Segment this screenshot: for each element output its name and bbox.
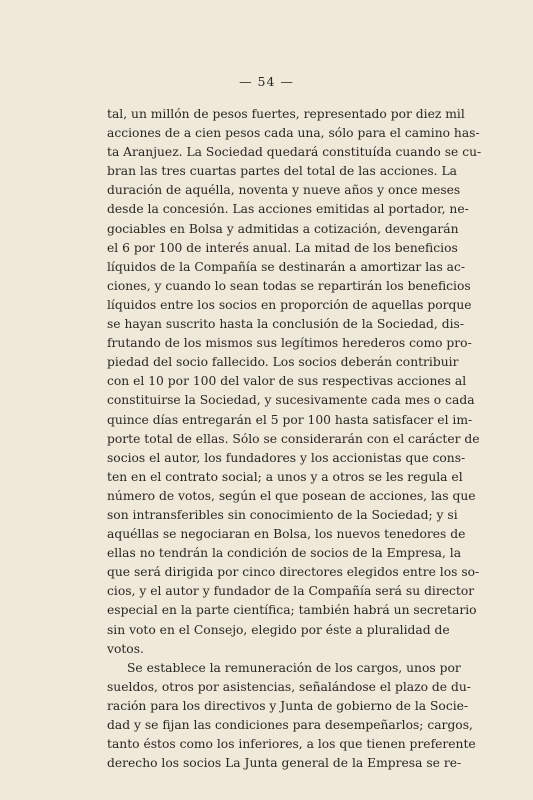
text-line: acciones de a cien pesos cada una, sólo para el camino has- (107, 126, 480, 141)
text-line: sin voto en el Consejo, elegido por éste a pluralidad de (107, 622, 450, 637)
text-line: número de votos, según el que posean de acciones, las que (107, 488, 476, 503)
text-line: socios el autor, los fundadores y los accionistas que cons- (107, 450, 466, 465)
text-line: ta Aranjuez. La Sociedad quedará constituída cuando se cu- (107, 145, 482, 160)
text-line: duración de aquélla, noventa y nueve años y once meses (107, 183, 461, 198)
text-line: bran las tres cuartas partes del total de las acciones. La (107, 164, 457, 179)
text-line: desde la concesión. Las acciones emitidas al portador, ne- (107, 202, 469, 217)
text-line: constituirse la Sociedad, y sucesivamente cada mes o cada (107, 393, 475, 408)
text-line: sueldos, otros por asistencias, señalándose el plazo de du- (107, 679, 471, 694)
text-line: especial en la parte científica; también habrá un secretario (107, 603, 477, 618)
text-line: gociables en Bolsa y admitidas a cotización, devengarán (107, 221, 459, 236)
text-line: dad y se fijan las condiciones para desempeñarlos; cargos, (107, 718, 473, 732)
text-line: cios, y el autor y fundador de la Compañía será su director (107, 584, 475, 599)
text-line: el 6 por 100 de interés anual. La mitad de los beneficios (107, 240, 458, 255)
text-line: ciones, y cuando lo sean todas se repartirán los beneficios (107, 278, 471, 293)
text-line: votos. (107, 641, 144, 656)
text-line: frutando de los mismos sus legítimos herederos como pro- (107, 336, 472, 351)
text-line: derecho los socios La Junta general de la Empresa se re- (107, 756, 462, 771)
text-line: piedad del socio fallecido. Los socios deberán contribuir (107, 355, 459, 370)
body-text (107, 105, 482, 773)
text-line: se hayan suscrito hasta la conclusión de la Sociedad, dis- (107, 317, 465, 332)
page-number: — 54 — (239, 74, 294, 89)
text-line: quince días entregarán el 5 por 100 hasta satisfacer el im- (107, 412, 473, 427)
text-line: líquidos entre los socios en proporción de aquellas porque (107, 297, 472, 312)
text-line: son intransferibles sin conocimiento de la Sociedad; y si (107, 507, 458, 522)
text-line: tanto éstos como los inferiores, a los que tienen preferente (107, 737, 476, 752)
text-line: ración para los directivos y Junta de gobierno de la Socie- (107, 698, 469, 713)
text-line: ten en el contrato social; a unos y a otros se les regula el (107, 469, 463, 484)
text-line: Se establece la remuneración de los cargos, unos por (127, 660, 461, 675)
text-line: con el 10 por 100 del valor de sus respectivas acciones al (107, 374, 467, 389)
text-line: líquidos de la Compañía se destinarán a amortizar las ac- (107, 259, 466, 274)
text-line: tal, un millón de pesos fuertes, representado por diez mil (107, 107, 465, 121)
text-line: ellas no tendrán la condición de socios de la Empresa, la (107, 546, 462, 561)
text-line: que será dirigida por cinco directores elegidos entre los so- (107, 565, 480, 580)
text-line: aquéllas se negociaran en Bolsa, los nuevos tenedores de (107, 527, 466, 542)
text-line: porte total de ellas. Sólo se considerarán con el carácter de (107, 431, 480, 446)
